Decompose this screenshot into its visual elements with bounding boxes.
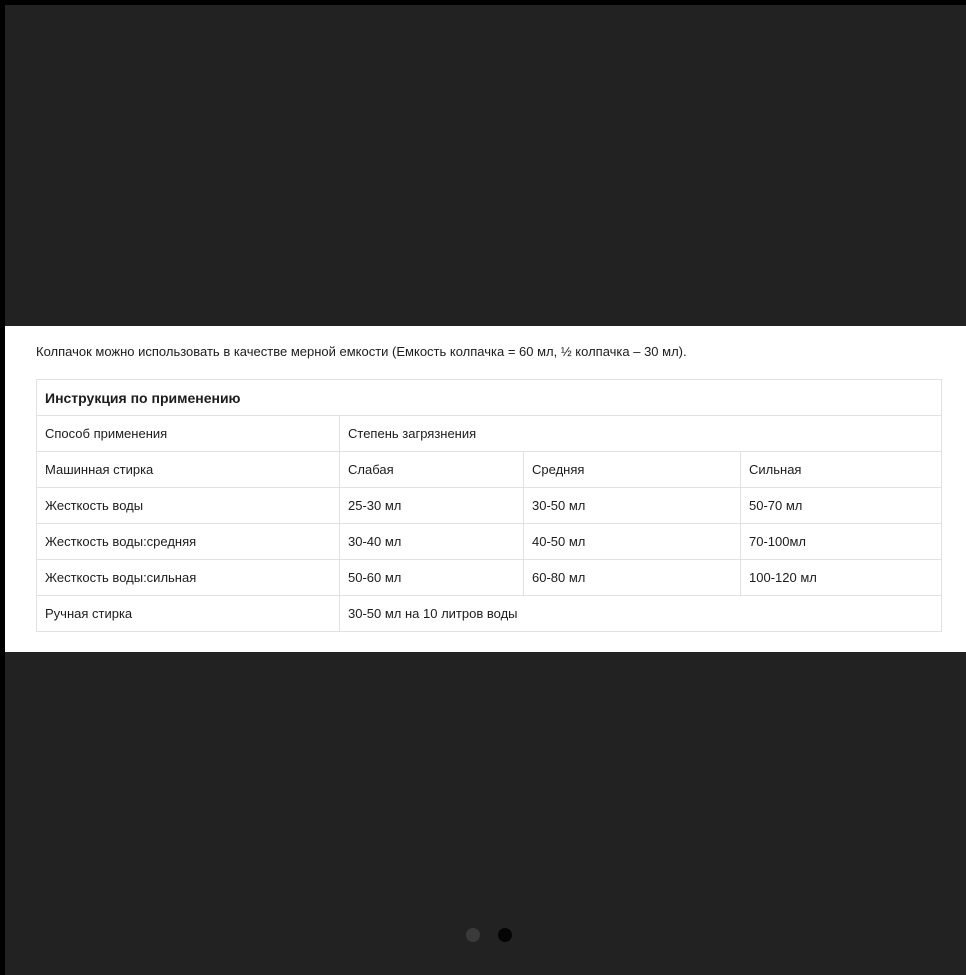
table-row [37, 452, 942, 488]
table-title: Инструкция по применению [37, 380, 942, 416]
table-cell: 50-70 мл [741, 488, 942, 524]
image-viewer [5, 5, 966, 975]
row-label: Жесткость воды:средняя [37, 524, 340, 560]
instructions-table [36, 379, 942, 632]
table-cell: 60-80 мл [524, 560, 741, 596]
soil-level-header: Степень загрязнения [340, 416, 942, 452]
slide-image [5, 326, 966, 652]
soil-level-light: Слабая [340, 452, 524, 488]
row-label: Жесткость воды:сильная [37, 560, 340, 596]
table-cell: 40-50 мл [524, 524, 741, 560]
table-row [37, 596, 942, 632]
carousel-dot-1[interactable] [466, 928, 480, 942]
table-row [37, 380, 942, 416]
hand-wash-value: 30-50 мл на 10 литров воды [340, 596, 942, 632]
table-cell: 25-30 мл [340, 488, 524, 524]
table-cell: 100-120 мл [741, 560, 942, 596]
measuring-cap-note: Колпачок можно использовать в качестве мерной емкости (Емкость колпачка = 60 мл, ½ колпачка – 30 мл). [36, 344, 687, 359]
method-header: Способ применения [37, 416, 340, 452]
hand-wash-label: Ручная стирка [37, 596, 340, 632]
table-cell: 70-100мл [741, 524, 942, 560]
table-cell: 30-50 мл [524, 488, 741, 524]
table-row [37, 524, 942, 560]
table-row [37, 488, 942, 524]
soil-level-medium: Средняя [524, 452, 741, 488]
table-cell: 30-40 мл [340, 524, 524, 560]
row-label: Жесткость воды [37, 488, 340, 524]
soil-level-heavy: Сильная [741, 452, 942, 488]
machine-wash-label: Машинная стирка [37, 452, 340, 488]
table-row [37, 560, 942, 596]
carousel-pagination [466, 928, 512, 942]
carousel-dot-2[interactable] [498, 928, 512, 942]
table-row [37, 416, 942, 452]
table-cell: 50-60 мл [340, 560, 524, 596]
